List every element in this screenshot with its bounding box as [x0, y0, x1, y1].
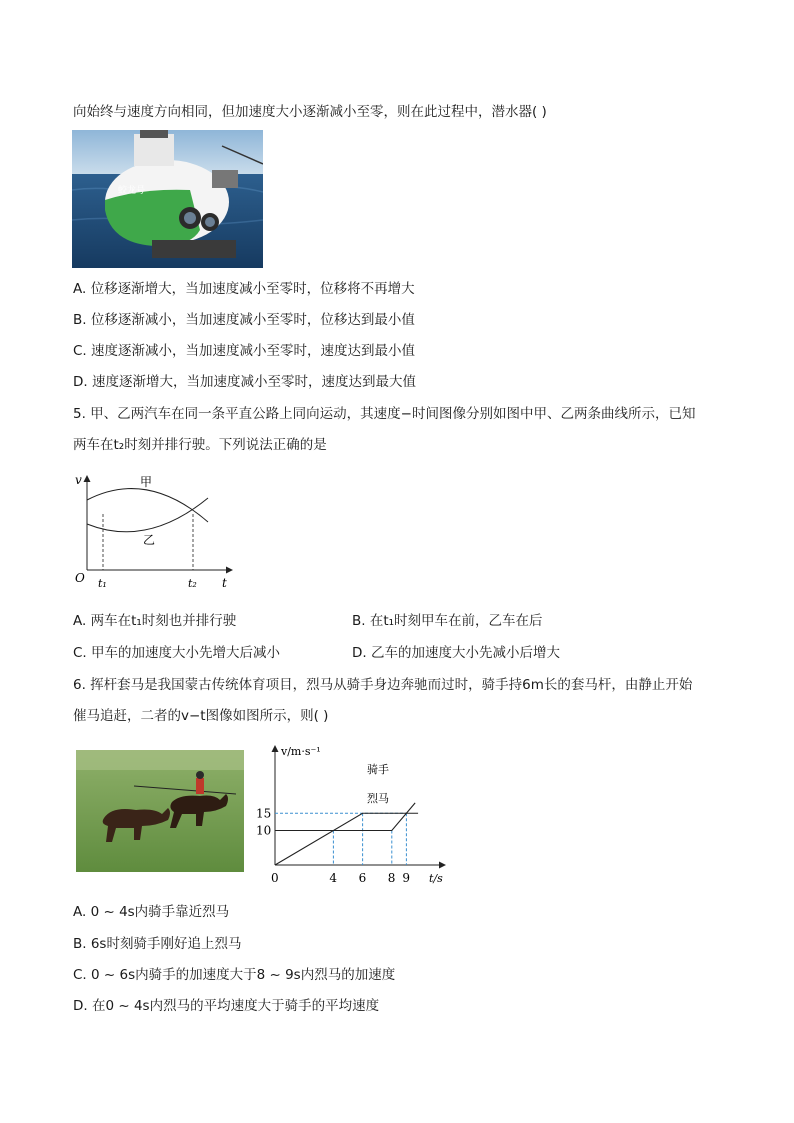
q5-stem-line1: 5. 甲、乙两汽车在同一条平直公路上同向运动，其速度−时间图像分别如图中甲、乙两条曲线所示，已知	[73, 406, 696, 422]
y-tick-15: 15	[256, 806, 272, 821]
q5-option-c: C. 甲车的加速度大小先增大后减小	[73, 645, 281, 661]
q4-option-b: B. 位移逐渐减小，当加速度减小至零时，位移达到最小值	[73, 312, 415, 328]
x-tick-8: 8	[387, 871, 396, 885]
q6-stem-line2: 催马追赶，二者的v−t图像如图所示，则( )	[73, 708, 329, 724]
q4-option-c: C. 速度逐渐减小，当加速度减小至零时，速度达到最小值	[73, 343, 416, 359]
q6-option-a: A. 0 ~ 4s内骑手靠近烈马	[73, 904, 230, 920]
horse-photo	[76, 750, 244, 872]
y-tick-10: 10	[256, 823, 272, 838]
submersible-label: 蛟龙号	[118, 186, 146, 196]
q6-option-b: B. 6s时刻骑手刚好追上烈马	[73, 936, 242, 952]
q6-option-c: C. 0 ~ 6s内骑手的加速度大于8 ~ 9s内烈马的加速度	[73, 967, 396, 983]
q5-option-b: B. 在t₁时刻甲车在前，乙车在后	[352, 613, 543, 629]
y-axis-label: v/m·s⁻¹	[281, 745, 321, 758]
x-tick-0: 0	[271, 871, 279, 885]
submersible-photo	[72, 130, 263, 268]
jia-label: 甲	[140, 475, 153, 489]
q5-stem-line2: 两车在t₂时刻并排行驶。下列说法正确的是	[73, 437, 327, 453]
series-line-0	[275, 813, 418, 865]
q6-stem-line1: 6. 挥杆套马是我国蒙古传统体育项目，烈马从骑手身边奔驰而过时，骑手持6m长的套马杆，由静止开始	[73, 677, 693, 693]
yi-label: 乙	[143, 533, 156, 547]
series-label-horse: 烈马	[367, 792, 389, 805]
q6-vt-chart	[255, 740, 455, 890]
t1-label: t₁	[98, 577, 107, 590]
origin-label: O	[75, 571, 85, 585]
series-line-1	[275, 803, 415, 831]
x-tick-6: 6	[358, 871, 367, 885]
t-axis-label: t	[222, 576, 227, 590]
q4-option-d: D. 速度逐渐增大，当加速度减小至零时，速度达到最大值	[73, 374, 416, 390]
q6-option-d: D. 在0 ~ 4s内烈马的平均速度大于骑手的平均速度	[73, 998, 380, 1014]
q5-vt-graph	[70, 470, 240, 598]
series-label-rider: 骑手	[367, 763, 389, 776]
q5-option-a: A. 两车在t₁时刻也并排行驶	[73, 613, 237, 629]
q4-option-a: A. 位移逐渐增大，当加速度减小至零时，位移将不再增大	[73, 281, 415, 297]
curve-jia	[87, 489, 208, 522]
curve-yi	[87, 498, 208, 532]
q5-option-d: D. 乙车的加速度大小先减小后增大	[352, 645, 560, 661]
x-tick-4: 4	[329, 871, 338, 885]
v-axis-label: v	[75, 473, 82, 487]
x-axis-label: t/s	[429, 872, 443, 885]
x-tick-9: 9	[402, 871, 411, 885]
q4-stem: 向始终与速度方向相同，但加速度大小逐渐减小至零，则在此过程中，潜水器( )	[73, 104, 547, 120]
t2-label: t₂	[188, 577, 197, 590]
